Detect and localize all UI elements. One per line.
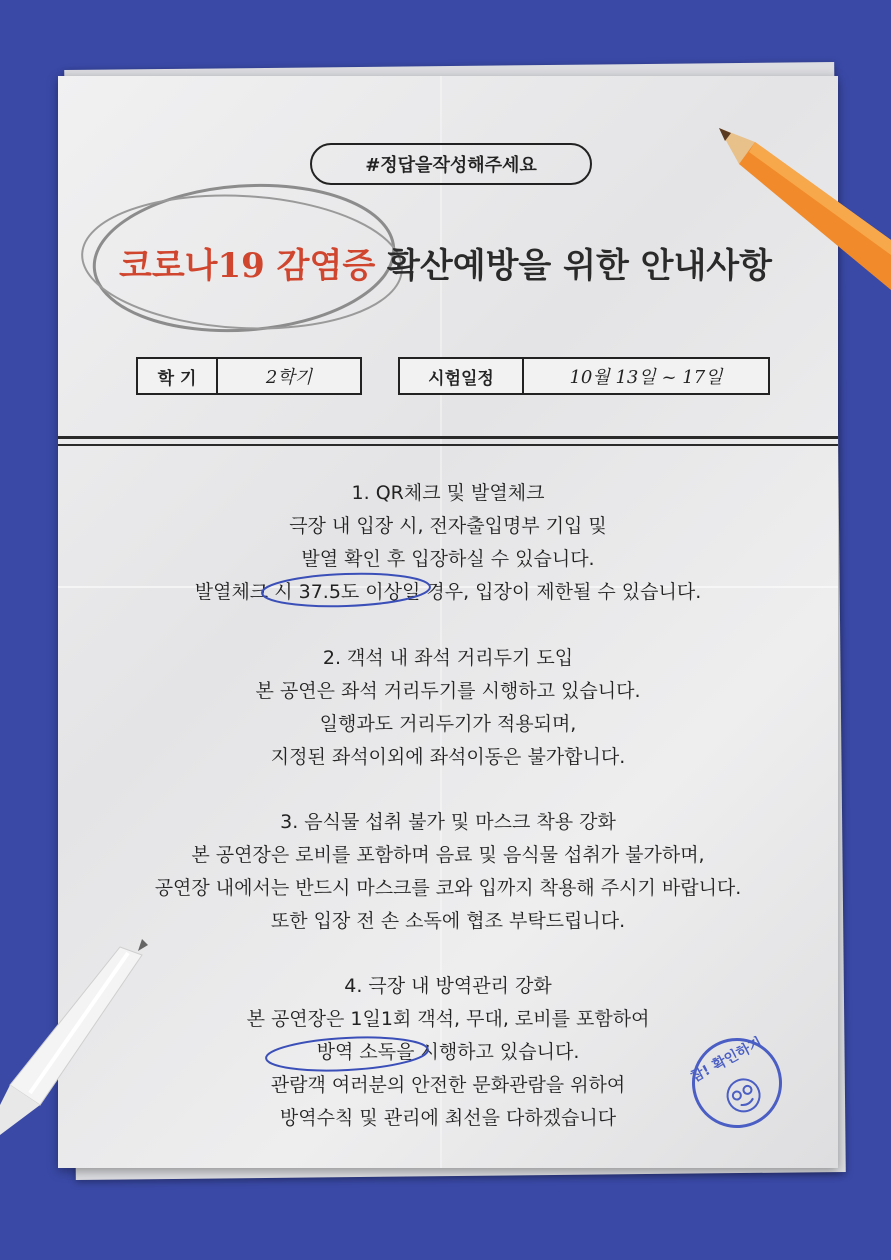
pen-circle-temperature: [258, 570, 434, 610]
semester-value: 2학기: [265, 367, 313, 388]
section-heading-text: 1. QR체크 및 발열체크: [351, 482, 545, 504]
section-heading-text: 3. 음식물 섭취 불가 및 마스크 착용 강화: [280, 811, 616, 833]
stamp-text: 참! 확인하기: [687, 1034, 766, 1086]
exam-value: 10월 13일 ~ 17일: [569, 367, 723, 388]
section-line: 일행과도 거리두기가 적용되며,: [319, 713, 577, 735]
section-line: 방역 소독을 시행하고 있습니다.: [316, 1041, 580, 1063]
semester-label: 학 기: [138, 359, 218, 393]
semester-box: [136, 357, 362, 395]
section-line: 발열 확인 후 입장하실 수 있습니다.: [301, 548, 595, 570]
section-line: 발열체크 시 37.5도 이상일 경우, 입장이 제한될 수 있습니다.: [194, 581, 702, 603]
section-line: 본 공연장은 1일1회 객석, 무대, 로비를 포함하여: [246, 1008, 650, 1030]
divider-thick: [58, 436, 838, 439]
title-rest: 확산예방을 위한 안내사항: [375, 246, 772, 286]
section-line: 본 공연은 좌석 거리두기를 시행하고 있습니다.: [255, 680, 641, 702]
section-heading: [264, 806, 632, 839]
pen-circle-disinfection: [262, 1034, 432, 1074]
title-highlight: 코로나19 감염증: [118, 246, 376, 286]
section-line: 방역수칙 및 관리에 최선을 다하겠습니다: [279, 1107, 617, 1129]
section-heading: [307, 642, 589, 675]
section-line: 공연장 내에서는 반드시 마스크를 코와 입까지 착용해 주시기 바랍니다.: [154, 877, 742, 899]
section-heading: [336, 477, 561, 510]
section-line: 관람객 여러분의 안전한 문화관람을 위하여: [270, 1074, 626, 1096]
exam-label: 시험일정: [400, 359, 524, 393]
section-heading: [328, 970, 567, 1003]
stamp-face-icon: [715, 1067, 773, 1123]
hashtag-text: #정답을작성해주세요: [365, 155, 537, 176]
divider-thin: [58, 444, 838, 446]
exam-box: [398, 357, 770, 395]
section-food-mask: [58, 806, 838, 938]
section-heading-text: 2. 객석 내 좌석 거리두기 도입: [322, 647, 574, 669]
page-title: [0, 238, 891, 287]
section-line: 또한 입장 전 손 소독에 협조 부탁드립니다.: [270, 910, 626, 932]
section-line: 지정된 좌석이외에 좌석이동은 불가합니다.: [270, 746, 626, 768]
section-seat-distancing: [58, 642, 838, 774]
section-heading-text: 4. 극장 내 방역관리 강화: [344, 975, 552, 997]
section-line: 극장 내 입장 시, 전자출입명부 기입 및: [289, 515, 607, 537]
section-line: 본 공연장은 로비를 포함하며 음료 및 음식물 섭취가 불가하며,: [191, 844, 705, 866]
section-qr-check: [58, 477, 838, 609]
